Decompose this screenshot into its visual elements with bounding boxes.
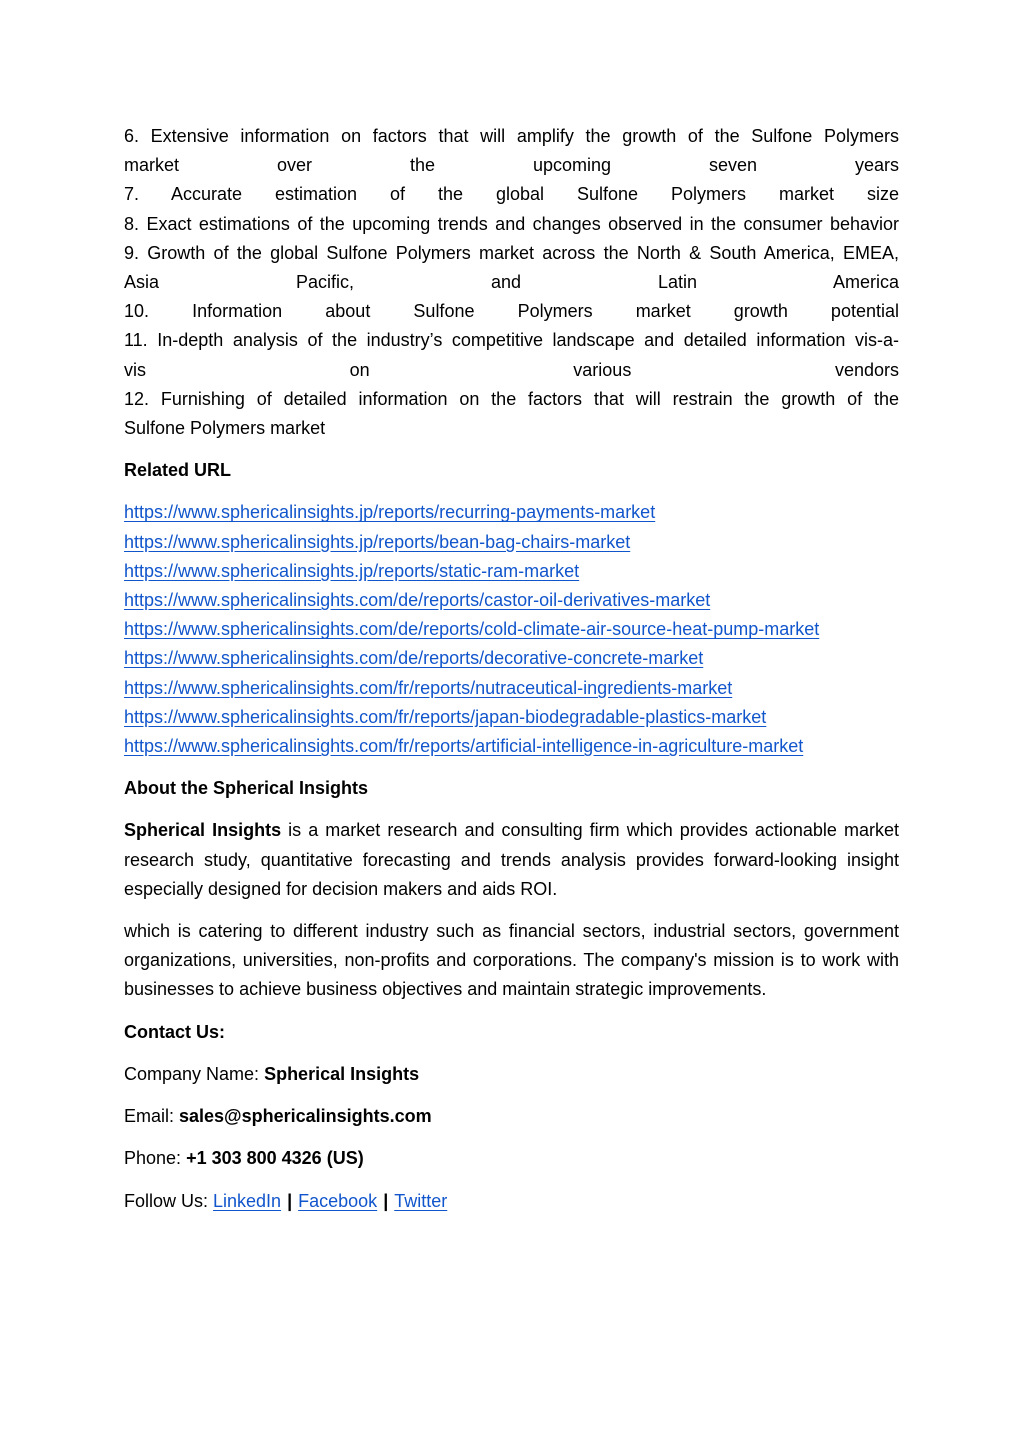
- twitter-link[interactable]: Twitter: [394, 1190, 448, 1211]
- related-link[interactable]: https://www.sphericalinsights.com/fr/reports/nutraceutical-ingredients-market: [124, 677, 733, 698]
- email-line: [124, 1102, 899, 1131]
- phone-line: [124, 1144, 899, 1173]
- email-value: sales@sphericalinsights.com: [179, 1106, 432, 1127]
- company-name-bold: Spherical Insights: [124, 820, 282, 841]
- list-line: 11. In-depth analysis of the industry’s competitive landscape and detailed information vis-a-: [124, 330, 899, 351]
- list-line: 6. Extensive information on factors that will amplify the growth of the Sulfone Polymers: [124, 126, 899, 146]
- related-link[interactable]: https://www.sphericalinsights.com/fr/reports/japan-biodegradable-plastics-market: [124, 706, 767, 727]
- email-label: Email:: [124, 1106, 180, 1127]
- list-line: 10. Information about Sulfone Polymers market growth potential: [124, 301, 899, 322]
- related-url-heading: Related URL: [124, 460, 232, 481]
- follow-us-line: [124, 1187, 899, 1216]
- follow-label: Follow Us:: [124, 1190, 214, 1211]
- feature-list: [124, 122, 899, 443]
- list-line: 9. Growth of the global Sulfone Polymers market across the North & South America, EMEA,: [124, 242, 899, 263]
- company-label: Company Name:: [124, 1063, 265, 1084]
- related-link[interactable]: https://www.sphericalinsights.com/de/reports/decorative-concrete-market: [124, 648, 704, 669]
- related-link[interactable]: https://www.sphericalinsights.com/fr/reports/artificial-intelligence-in-agriculture-market: [124, 736, 804, 757]
- company-name-line: [124, 1060, 899, 1089]
- related-links: [124, 498, 899, 761]
- separator: |: [383, 1190, 389, 1211]
- list-line: 7. Accurate estimation of the global Sulfone Polymers market size: [124, 184, 899, 205]
- related-link[interactable]: https://www.sphericalinsights.jp/reports/static-ram-market: [124, 560, 580, 581]
- related-link[interactable]: https://www.sphericalinsights.jp/reports/recurring-payments-market: [124, 502, 656, 523]
- linkedin-link[interactable]: LinkedIn: [213, 1190, 282, 1211]
- related-link[interactable]: https://www.sphericalinsights.com/de/reports/cold-climate-air-source-heat-pump-market: [124, 619, 820, 640]
- list-line: 8. Exact estimations of the upcoming trends and changes observed in the consumer behavior: [124, 213, 899, 234]
- list-line: Sulfone Polymers market: [124, 418, 326, 439]
- related-link[interactable]: https://www.sphericalinsights.com/de/reports/castor-oil-derivatives-market: [124, 590, 711, 611]
- phone-value: +1 303 800 4326 (US): [186, 1148, 364, 1169]
- company-value: Spherical Insights: [264, 1063, 420, 1084]
- phone-label: Phone:: [124, 1148, 187, 1169]
- list-line: market over the upcoming seven years: [124, 155, 899, 176]
- about-paragraph-1: [124, 816, 899, 904]
- facebook-link[interactable]: Facebook: [298, 1190, 378, 1211]
- about-paragraph-1-text: is a market research and consulting firm which provides actionable market research study, quantitative forecasting and trends analysis provides forward-looking insight especially designed for decision makers and aids ROI.: [124, 820, 900, 899]
- document-page: [124, 122, 899, 1216]
- about-paragraph-2: which is catering to different industry such as financial sectors, industrial sectors, government organizations, universities, non-profits and corporations. The company's mission is to work with businesses to achieve business objectives and maintain strategic improvements.: [124, 921, 899, 1000]
- list-line: vis on various vendors: [124, 359, 899, 380]
- list-line: Asia Pacific, and Latin America: [124, 272, 899, 293]
- related-link[interactable]: https://www.sphericalinsights.jp/reports/bean-bag-chairs-market: [124, 531, 631, 552]
- contact-heading: Contact Us:: [124, 1021, 226, 1042]
- about-heading: About the Spherical Insights: [124, 778, 369, 799]
- list-line: 12. Furnishing of detailed information on the factors that will restrain the growth of the: [124, 388, 899, 409]
- separator: |: [287, 1190, 293, 1211]
